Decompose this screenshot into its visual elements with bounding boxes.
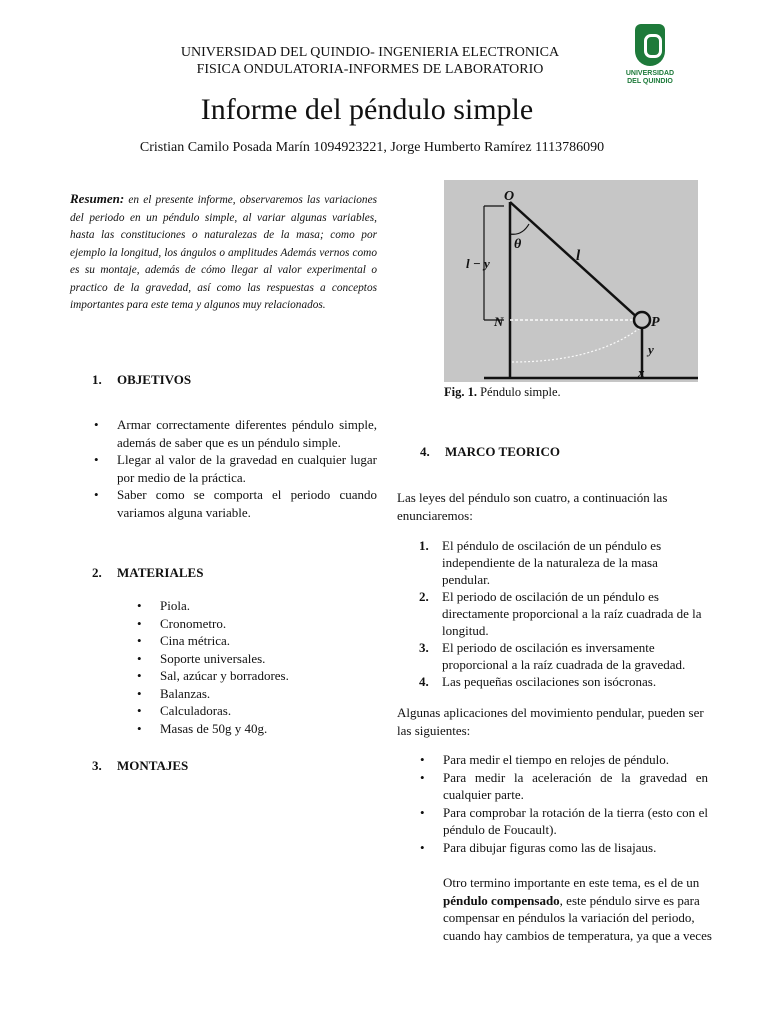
label-l-minus-y: l − y xyxy=(466,256,490,271)
list-item: • Llegar al valor de la gravedad en cualquier lugar por medio de la práctica. xyxy=(92,451,377,486)
list-item: • Masas de 50g y 40g. xyxy=(135,720,375,738)
section-marco-teorico: 4. MARCO TEORICO xyxy=(420,444,560,459)
objectives-list xyxy=(92,416,377,521)
list-item: 3. El periodo de oscilación es inversamente proporcional a la raíz cuadrada de la gravedad. xyxy=(419,640,686,672)
laws-list xyxy=(419,537,705,690)
label-x: x xyxy=(638,365,645,380)
university-logo xyxy=(622,24,678,86)
list-item: 1. El péndulo de oscilación de un péndulo es independiente de la naturaleza de la masa pendular. xyxy=(419,538,662,587)
shield-icon xyxy=(635,24,665,66)
pendulum-figure xyxy=(444,180,698,382)
list-item: • Saber como se comporta el periodo cuando variamos alguna variable. xyxy=(92,486,377,521)
list-item: • Soporte universales. xyxy=(135,650,375,668)
label-p: P xyxy=(651,315,660,330)
page-title: Informe del péndulo simple xyxy=(200,93,534,126)
list-item: • Balanzas. xyxy=(135,685,375,703)
header-line-1: UNIVERSIDAD DEL QUINDIO- INGENIERIA ELECTRONICA xyxy=(180,45,560,60)
section-materiales: 2. MATERIALES xyxy=(92,565,204,580)
section-montajes: 3. MONTAJES xyxy=(92,758,189,773)
list-item: • Para medir el tiempo en relojes de péndulo. xyxy=(418,751,708,769)
label-o: O xyxy=(504,189,515,204)
header-line-2: FISICA ONDULATORIA-INFORMES DE LABORATORIO xyxy=(196,62,544,77)
list-item: • Piola. xyxy=(135,597,375,615)
list-item: • Para dibujar figuras como las de lisajaus. xyxy=(418,839,708,857)
list-item: • Cina métrica. xyxy=(135,632,375,650)
document-header xyxy=(120,44,620,78)
materials-list xyxy=(135,597,375,737)
label-n: N xyxy=(494,314,504,329)
label-l: l xyxy=(576,248,581,264)
list-item: • Para medir la aceleración de la gravedad en cualquier parte. xyxy=(418,769,708,804)
authors: Cristian Camilo Posada Marín 1094923221, Jorge Humberto Ramírez 1113786090 xyxy=(139,140,605,155)
figure-caption: Fig. 1. Péndulo simple. xyxy=(444,385,561,399)
list-item: • Armar correctamente diferentes péndulo simple, además de saber que es un péndulo simple. xyxy=(92,416,377,451)
section-objetivos: 1. OBJETIVOS xyxy=(92,372,192,387)
applications-list xyxy=(418,751,708,856)
abstract xyxy=(70,190,377,315)
label-y: y xyxy=(648,342,654,357)
closing-paragraph: Otro termino importante en este tema, es el de un péndulo compensado, este péndulo sirve es para compensar en péndulos la variación del periodo, cuando hay cambios de temperatura, ya que a veces xyxy=(443,875,712,943)
abstract-label: Resumen: xyxy=(70,191,125,206)
pendulum-diagram xyxy=(444,180,698,382)
list-item: • Para comprobar la rotación de la tierra (esto con el péndulo de Foucault). xyxy=(418,804,708,839)
applications-intro: Algunas aplicaciones del movimiento pendular, pueden ser las siguientes: xyxy=(397,705,704,738)
list-item: • Sal, azúcar y borradores. xyxy=(135,667,375,685)
list-item: 4. Las pequeñas oscilaciones son isócronas. xyxy=(419,674,657,689)
list-item: • Calculadoras. xyxy=(135,702,375,720)
abstract-text: en el presente informe, observaremos las variaciones del periodo en un péndulo simple, al variar algunas variables, hasta las constituciones o naturalezas de la masa; como por ejemplo la longitud, los ángulos o amplitudes Además vernos como es su montaje, además de cómo llegar al valor experimental o practico de la gravedad, así como las respuestas a conceptos importantes para este tema y algunos muy relacionados. xyxy=(70,194,377,311)
logo-text: UNIVERSIDAD DEL QUINDIO xyxy=(625,70,675,85)
label-theta: θ xyxy=(514,237,522,252)
theory-intro: Las leyes del péndulo son cuatro, a continuación las enunciaremos: xyxy=(397,490,668,523)
term-pendulo-compensado: péndulo compensado xyxy=(443,892,560,908)
list-item: • Cronometro. xyxy=(135,615,375,633)
list-item: 2. El periodo de oscilación de un péndulo es directamente proporcional a la raíz cuadrada de la longitud. xyxy=(419,589,702,638)
